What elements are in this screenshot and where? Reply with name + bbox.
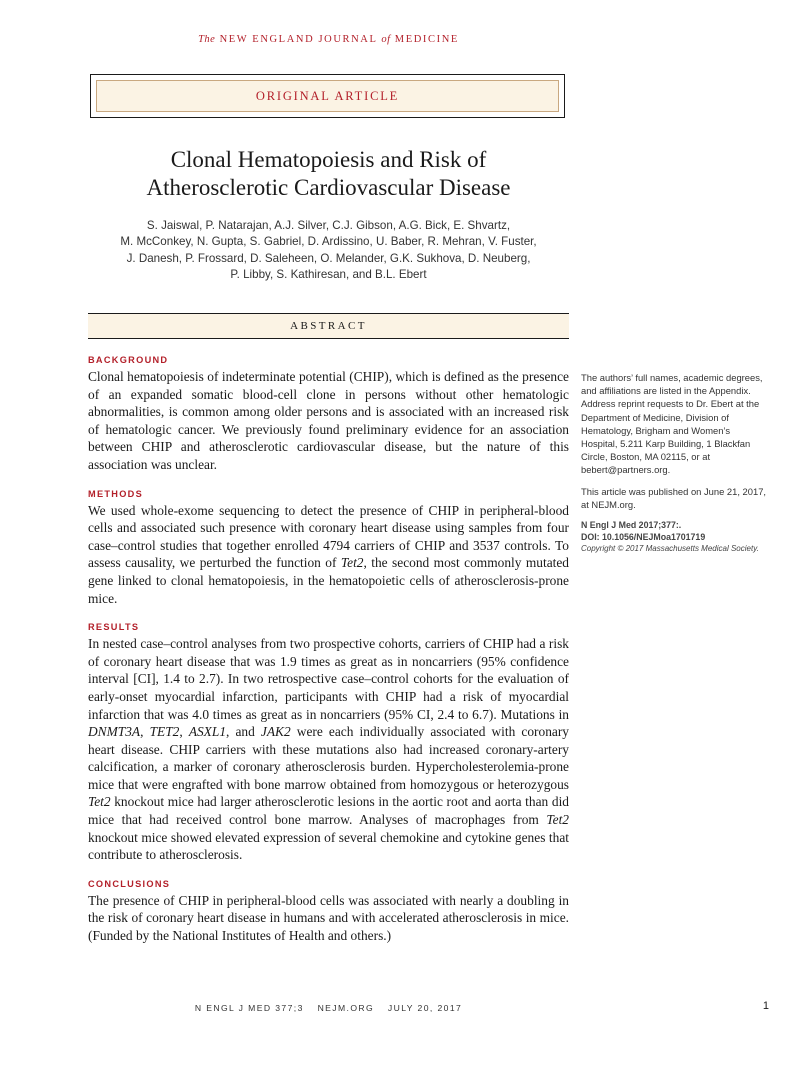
results-text-part-3: knockout mice had larger atherosclerotic lesions in the aortic root and aorta than did mice that had received control bone marrow. Analyses of macrophages from: [88, 794, 569, 828]
background-section: [88, 354, 569, 474]
conclusions-section: [88, 878, 569, 945]
journal-header-the: The: [198, 34, 216, 45]
abstract-body: [88, 354, 569, 959]
article-title-line-1: Clonal Hematopoiesis and Risk of: [170, 147, 487, 172]
results-gene-jak2: JAK2: [260, 724, 291, 740]
journal-header-of: of: [381, 34, 391, 45]
methods-text-part-2: , the second most commonly mutated gene linked to clonal hematopoiesis, in the hematopoietic cells of atherosclerosis-prone mice.: [88, 555, 569, 606]
abstract-header-bar: [88, 313, 569, 339]
results-gene-asxl1: ASXL1: [188, 724, 227, 740]
author-line-1: S. Jaiswal, P. Natarajan, A.J. Silver, C.J. Gibson, A.G. Bick, E. Shvartz,: [146, 219, 511, 232]
methods-heading: METHODS: [88, 488, 144, 499]
author-line-4: P. Libby, S. Kathiresan, and B.L. Ebert: [230, 268, 427, 282]
results-sep-3: , and: [226, 724, 261, 740]
methods-text-part-1: We used whole-exome sequencing to detect the presence of CHIP in peripheral-blood cells and associated such presence with coronary heart disease using samples from four case–control studies that together enrolled 4794 carriers of CHIP and 3537 controls. To assess causality, we perturbed the function of: [88, 502, 569, 571]
conclusions-heading: CONCLUSIONS: [88, 878, 171, 889]
footer-date: JULY 20, 2017: [387, 1003, 463, 1013]
citation-line: N Engl J Med 2017;377:.: [581, 520, 682, 531]
page-number: 1: [762, 1000, 769, 1012]
page-footer: [88, 1003, 569, 1013]
methods-gene-tet2: Tet2: [340, 555, 364, 571]
abstract-label: ABSTRACT: [290, 320, 367, 332]
results-section: [88, 621, 569, 864]
conclusions-text: The presence of CHIP in peripheral-blood cells was associated with nearly a doubling in the risk of coronary heart disease in humans and with accelerated atherosclerosis in mice. (Funded by the National Institutes of Health and others.): [88, 892, 569, 944]
footer-volume: N ENGL J MED 377;3: [194, 1003, 304, 1013]
article-type-box-inner: [96, 80, 559, 112]
article-title: [88, 146, 569, 202]
article-type-label: ORIGINAL ARTICLE: [255, 88, 400, 103]
footer-site: NEJM.ORG: [317, 1003, 375, 1013]
results-text: [88, 635, 569, 864]
correspondence-note: The authors’ full names, academic degrees, and affiliations are listed in the Appendix. Address reprint requests to Dr. Ebert at the Department of Medicine, Division of Hematology, Brigham and Women’s Hospital, 5.211 Karp Building, 1 Blackfan Circle, Boston, MA 02115, or at bebert@partners.org.: [581, 372, 763, 476]
article-title-line-2: Atherosclerotic Cardiovascular Disease: [146, 175, 511, 200]
journal-header: [88, 34, 569, 45]
author-line-3: J. Danesh, P. Frossard, D. Saleheen, O. Melander, G.K. Sukhova, D. Neuberg,: [126, 251, 531, 265]
background-heading: BACKGROUND: [88, 355, 169, 365]
publication-note: This article was published on June 21, 2017, at NEJM.org.: [581, 485, 767, 510]
results-gene-dnmt3a: DNMT3A: [88, 724, 141, 740]
results-text-part-4: knockout mice showed elevated expression of several chemokine and cytokine genes that contribute to atherosclerosis.: [88, 829, 569, 863]
methods-section: [88, 488, 569, 608]
results-text-part-2: were each individually associated with coronary heart disease. CHIP carriers with these mutations also had increased coronary-artery calcification, a marker of coronary atherosclerosis burden. Hypercholesterolemia-prone mice that were engrafted with bone marrow obtained from homozygous or heterozygous: [88, 724, 570, 792]
results-gene-tet2-caps: TET2: [149, 724, 180, 740]
author-list: [88, 218, 569, 284]
background-text: Clonal hematopoiesis of indeterminate potential (CHIP), which is defined as the presence of an expanded somatic blood-cell clone in persons without other hematologic abnormalities, is common among older persons and is associated with an increased risk of hematologic cancer. We previously found preliminary evidence for an association between CHIP and atherosclerotic cardiovascular disease, but the nature of this association was unclear.: [88, 369, 569, 472]
results-gene-tet2-b: Tet2: [546, 812, 569, 828]
author-line-2: M. McConkey, N. Gupta, S. Gabriel, D. Ardissino, U. Baber, R. Mehran, V. Fuster,: [120, 235, 537, 249]
journal-header-name: NEW ENGLAND JOURNAL: [219, 34, 378, 45]
side-notes: [581, 371, 767, 555]
results-heading: RESULTS: [88, 622, 140, 633]
results-sep-2: ,: [179, 724, 189, 740]
methods-text: [88, 502, 569, 608]
journal-header-medicine: MEDICINE: [394, 34, 459, 45]
results-gene-tet2-a: Tet2: [88, 794, 111, 810]
copyright-line: Copyright © 2017 Massachusetts Medical Society.: [581, 544, 759, 554]
results-text-part-1: In nested case–control analyses from two prospective cohorts, carriers of CHIP had a risk of coronary heart disease that was 1.9 times as great as in noncarriers (95% confidence interval [CI], 1.4 to 2.7). In two retrospective case–control cohorts for the evaluation of early-onset myocardial infarction, participants with CHIP had a risk of myocardial infarction that was 4.0 times as great as in noncarriers (95% CI, 2.4 to 6.7). Mutations in: [88, 636, 569, 722]
article-type-box: [90, 74, 565, 118]
doi-line: DOI: 10.1056/NEJMoa1701719: [581, 532, 706, 543]
results-sep-1: ,: [140, 724, 150, 740]
